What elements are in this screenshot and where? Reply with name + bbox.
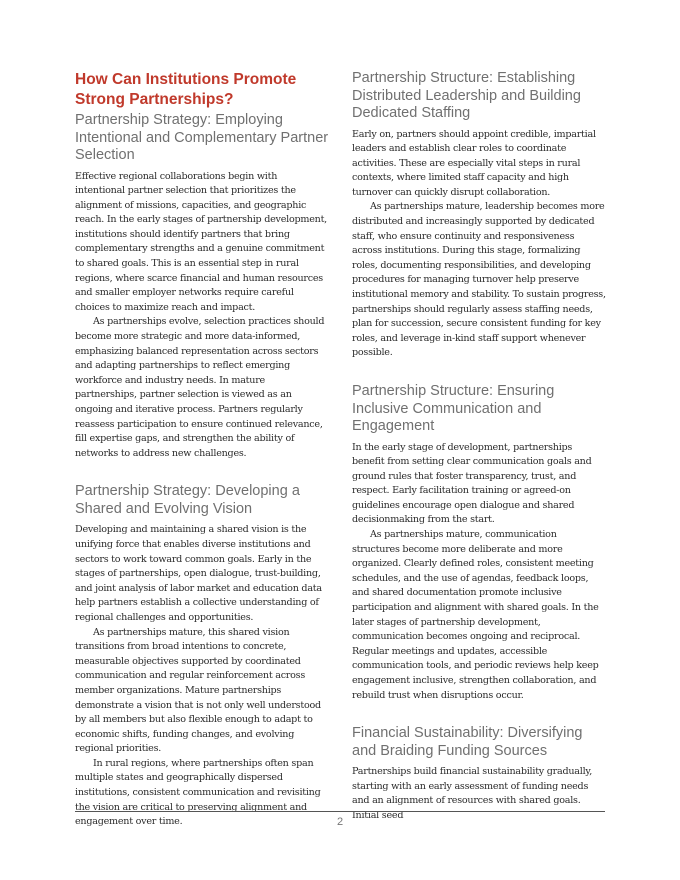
page-number: 2 [336, 816, 344, 828]
paragraph: Developing and maintaining a shared vision is the unifying force that enables diverse institutions and sectors to work toward common goals. Early in the stages of partnerships, open dialogue, trust-building, and joint analysis of labor market and education data help partners establish a collective understanding of regional challenges and opportunities. [75, 524, 322, 623]
paragraph: As partnerships mature, leadership becomes more distributed and increasingly supported by dedicated staff, who ensure continuity and responsiveness across institutions. During this stage, formalizing roles, documenting responsibilities, and developing procedures for managing turnover help preserve institutional memory and stability. To sustain progress, partnerships should regularly assess staffing needs, plan for succession, secure consistent funding for key roles, and leverage in-kind staff support whenever possible. [352, 201, 606, 359]
paragraph: Partnerships build financial sustainability gradually, starting with an early assessment of funding needs and an alignment of resources with shared goals. Initial seed [352, 766, 593, 821]
section-heading-inclusive-communication: Partnership Structure: Ensuring Inclusive Communication and Engagement [352, 383, 555, 434]
left-column [75, 68, 329, 830]
paragraph: As partnerships mature, this shared vision transitions from broad intentions to concrete, measurable objectives supported by coordinated communication and regular reinforcement across member organizations. Mature partnerships demonstrate a vision that is not only well understood by all members but also flexible enough to adapt to economic shifts, funding changes, and evolving regional priorities. [75, 626, 321, 755]
paragraph: Effective regional collaborations begin with intentional partner selection that prioritizes the alignment of missions, capacities, and geographic reach. In the early stages of partnership development, institutions should identify partners that bring complementary strengths and a genuine commitment to shared goals. This is an essential step in rural regions, where scarce financial and human resources and smaller employer networks require careful choices to maximize reach and impact. [75, 170, 327, 313]
section-heading-shared-vision: Partnership Strategy: Developing a Shared and Evolving Vision [75, 483, 300, 517]
section-heading-partner-selection: Partnership Strategy: Employing Intentional and Complementary Partner Selection [75, 112, 329, 163]
paragraph: Early on, partners should appoint credible, impartial leaders and establish clear roles to coordinate activities. These are especially vital steps in rural contexts, where limited staff capacity and high turnover can quickly disrupt collaboration. [352, 128, 596, 198]
right-column [352, 68, 606, 824]
page-title: How Can Institutions Promote Strong Partnerships? [75, 71, 297, 108]
paragraph: In rural regions, where partnerships often span multiple states and geographically dispersed institutions, consistent communication and revisiting the vision are critical to preserving alignment and engagement over time. [75, 757, 321, 828]
paragraph: In the early stage of development, partnerships benefit from setting clear communication goals and ground rules that foster transparency, trust, and respect. Early facilitation training or agreed-on guidelines encourage open dialogue and shared decisionmaking from the start. [352, 441, 592, 526]
section-heading-financial-sustainability: Financial Sustainability: Diversifying and Braiding Funding Sources [352, 725, 583, 759]
footer-divider [75, 811, 605, 812]
section-heading-distributed-leadership: Partnership Structure: Establishing Distributed Leadership and Building Dedicated Staffing [352, 70, 581, 121]
paragraph: As partnerships mature, communication structures become more deliberate and more organized. Clearly defined roles, consistent meeting schedules, and the use of agendas, feedback loops, and shared documentation promote inclusive participation and alignment with shared goals. In the later stages of partnership development, communication becomes ongoing and reciprocal. Regular meetings and updates, accessible communication tools, and periodic reviews help keep engagement inclusive, strengthen collaboration, and rebuild trust when disruptions occur. [352, 529, 599, 701]
paragraph: As partnerships evolve, selection practices should become more strategic and more data-informed, emphasizing balanced representation across sectors and adapting partnerships to reflect emerging workforce and industry needs. In mature partnerships, partner selection is viewed as an ongoing and iterative process. Partners regularly reassess participation to ensure continued relevance, fill expertise gaps, and strengthen the ability of networks to address new challenges. [75, 316, 325, 459]
